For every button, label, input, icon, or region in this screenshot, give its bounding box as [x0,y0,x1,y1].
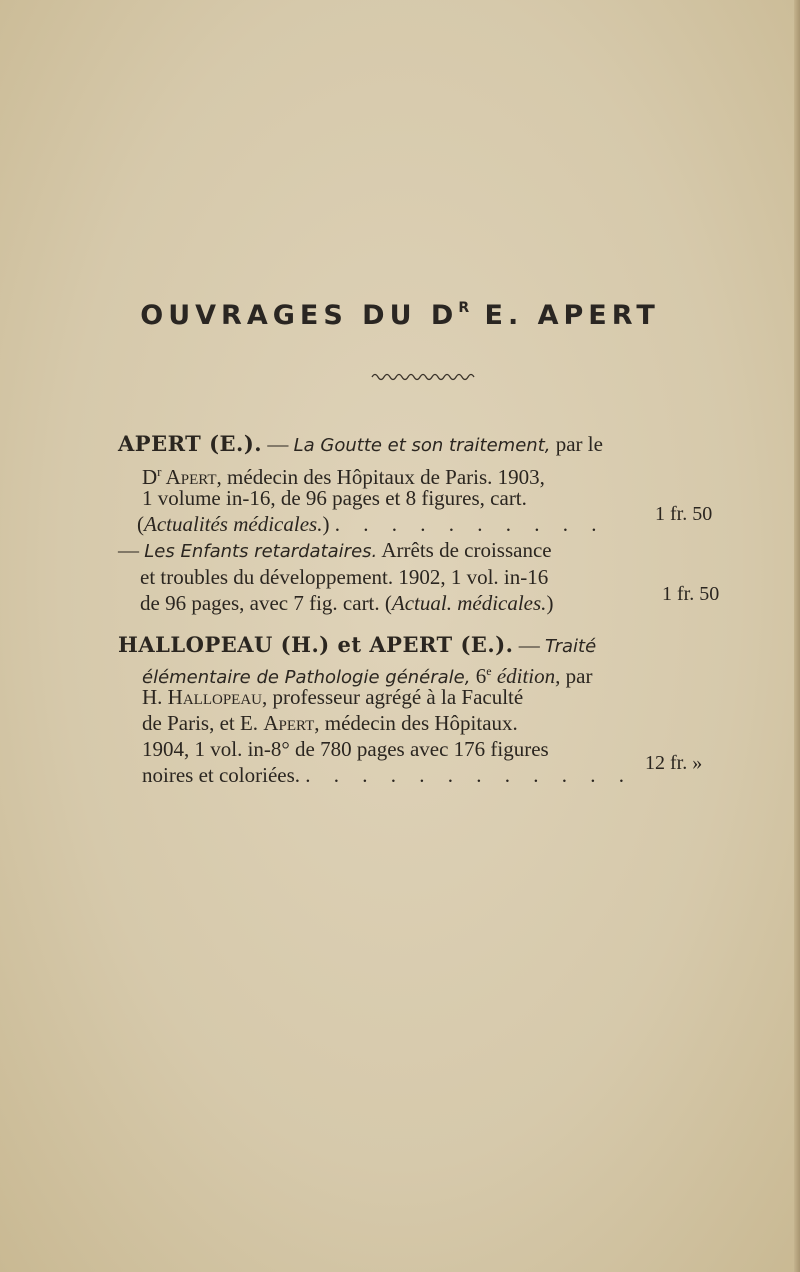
entry-2-line-3 [140,590,553,616]
entry-1-dash: — [262,432,294,456]
entry-3-initial: H. [142,685,168,709]
entry-3-edition-sup: e [486,664,492,678]
page-heading [0,300,800,331]
entry-1-paren-open: ( [137,512,144,536]
entry-1-line-1 [118,431,603,459]
entry-1-leader-dots: . . . . . . . . . . [334,512,606,536]
heading-prefix: OUVRAGES DU D [140,300,459,331]
entry-3-hallopeau-name: Hallopeau [167,685,262,709]
entry-2-line-1-text: Arrêts de croissance [377,538,552,562]
entry-3-line-6-text: noires et coloriées. [142,763,301,787]
entry-1-series: Actualités médicales. [144,512,323,536]
entry-3-line-5: 1904, 1 vol. in-8° de 780 pages avec 176 figures [142,737,549,761]
entry-2-line-3-text: de 96 pages, avec 7 fig. cart. ( [140,591,392,615]
entry-2-dash: — [118,538,145,562]
entry-1-doctor-sup: r [157,464,162,479]
entry-3-title-start: Traité [545,636,597,657]
entry-3-dash: — [513,633,545,657]
entry-1-paren-close: ) [322,512,330,536]
entry-3-leader-dots: . . . . . . . . . . . . [305,763,634,787]
entry-1-price: 1 fr. 50 [655,503,713,525]
entry-1-author-name: Apert [161,465,217,489]
entry-3-apert-name: Apert [263,711,315,735]
entry-3-price: 12 fr. » [645,752,703,774]
entry-1-title: La Goutte et son traitement, [293,435,551,456]
entry-3-edition-word: édition, [491,664,561,688]
heading-superscript: R [458,300,471,316]
page-edge [794,0,800,1272]
wavy-rule-ornament [370,368,478,386]
entry-3-line-4 [142,710,518,736]
entry-2-series: Actual. médicales. [391,591,547,615]
entry-3-line-1 [118,632,596,660]
entry-3-after-edition: par [560,664,593,688]
entry-1-author: APERT (E.). [118,431,263,456]
entry-1-line-2-text: , médecin des Hôpitaux de Paris. 1903, [216,465,545,489]
entry-1-doctor-abbr: D [142,465,158,489]
entry-2-paren-close: ) [546,591,554,615]
entry-2-line-1 [118,537,552,565]
entry-3-line-4-text: , médecin des Hôpitaux. [314,711,518,735]
entry-3-line-6 [142,762,633,788]
entry-3-title-end: élémentaire de Pathologie générale, [142,667,471,688]
entry-1-line-3: 1 volume in-16, de 96 pages et 8 figures, cart. [142,486,527,510]
entry-3-line-3-text: , professeur agrégé à la Faculté [262,685,524,709]
entry-3-authors: HALLOPEAU (H.) et APERT (E.). [118,632,514,657]
entry-1-line-4 [137,511,605,537]
entry-2-title: Les Enfants retardataires. [144,541,378,562]
entry-3-line-3 [142,684,523,710]
entry-3-line-4-start: de Paris, et E. [142,711,264,735]
entry-3-edition-number: 6 [470,664,487,688]
entry-2-line-2: et troubles du développement. 1902, 1 vol. in-16 [140,565,549,589]
heading-suffix: E. APERT [470,300,660,331]
entry-1-after-title: par le [550,432,603,456]
entry-2-price: 1 fr. 50 [662,583,720,605]
